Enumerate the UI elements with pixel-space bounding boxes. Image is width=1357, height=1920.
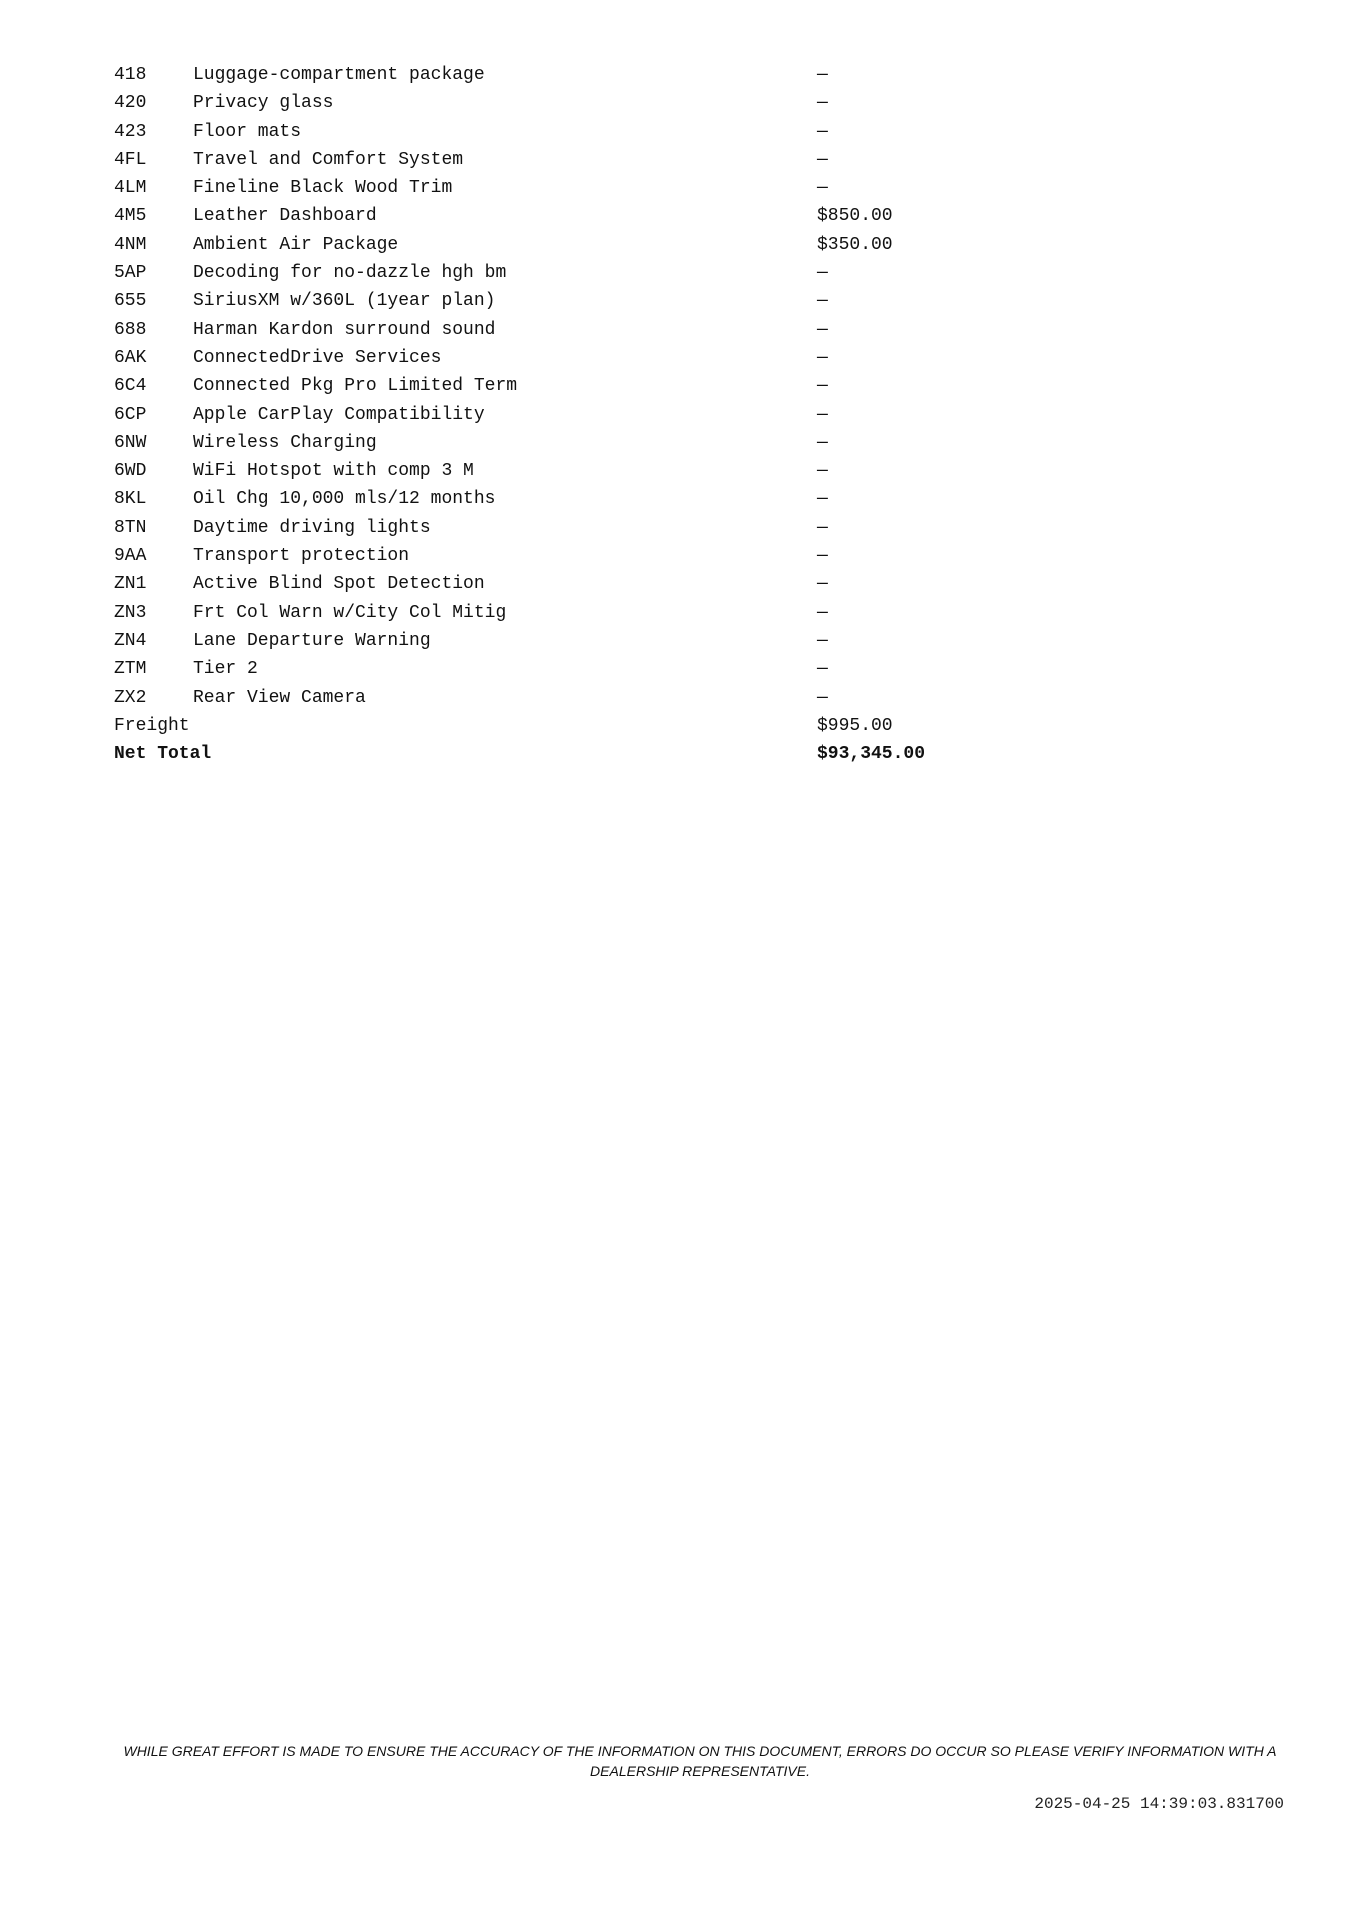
option-description: WiFi Hotspot with comp 3 M [193,461,474,482]
option-row [114,457,1014,485]
option-price: — [817,574,828,595]
option-description: Privacy glass [193,93,334,114]
net-total-price: $93,345.00 [817,744,926,765]
option-description: Active Blind Spot Detection [193,574,485,595]
option-price: — [817,630,828,651]
option-code: 4NM [114,234,147,255]
option-code: ZX2 [114,687,147,708]
option-description: Ambient Air Package [193,234,399,255]
option-code: 6NW [114,432,147,453]
option-code: 8TN [114,517,147,538]
option-description: Luggage-compartment package [193,65,485,85]
option-code: 655 [114,291,147,312]
option-code: 420 [114,93,147,114]
option-price: — [817,461,828,482]
option-row [114,89,1014,117]
option-description: Harman Kardon surround sound [193,319,496,340]
option-description: Transport protection [193,546,410,567]
option-description: Connected Pkg Pro Limited Term [193,376,518,397]
option-row [114,344,1014,372]
net-total-row [114,740,1014,768]
option-row [114,231,1014,259]
option-code: 9AA [114,546,147,567]
option-description: Decoding for no-dazzle hgh bm [193,263,507,284]
option-description: Floor mats [193,121,302,142]
option-row [114,316,1014,344]
option-code: 6WD [114,461,147,482]
option-price: — [817,517,828,538]
option-price: — [817,121,828,142]
option-code: 423 [114,121,147,142]
print-timestamp: 2025-04-25 14:39:03.831700 [1034,1795,1284,1813]
option-code: 4LM [114,178,147,199]
option-row [114,401,1014,429]
option-price: — [817,178,828,199]
option-code: 6C4 [114,376,147,397]
option-price: — [817,65,828,85]
option-price: — [817,149,828,170]
option-price: — [817,376,828,397]
option-row [114,655,1014,683]
option-code: ZN4 [114,630,147,651]
option-code: 4FL [114,149,147,170]
disclaimer-text: WHILE GREAT EFFORT IS MADE TO ENSURE THE ACCURACY OF THE INFORMATION ON THIS DOCUMENT, ERRORS DO OCCUR SO PLEASE VERIFY INFORMATION WITH A DEALERSHIP REPRESENTATIVE. [123,1743,1277,1779]
option-price: — [817,263,828,284]
option-price: — [817,489,828,510]
option-row [114,514,1014,542]
option-description: Rear View Camera [193,687,366,708]
option-description: Lane Departure Warning [193,630,431,651]
option-row [114,684,1014,712]
option-code: ZN1 [114,574,147,595]
option-price: — [817,432,828,453]
option-description: Apple CarPlay Compatibility [193,404,485,425]
option-row [114,146,1014,174]
option-row [114,287,1014,315]
option-code: 5AP [114,263,147,284]
option-row [114,118,1014,146]
option-row [114,259,1014,287]
option-price: — [817,319,828,340]
option-price: — [817,687,828,708]
option-code: ZN3 [114,602,147,623]
option-description: Daytime driving lights [193,517,431,538]
option-price: — [817,347,828,368]
option-price: — [817,291,828,312]
option-description: Wireless Charging [193,432,377,453]
option-description: Travel and Comfort System [193,149,464,170]
freight-row [114,712,1014,740]
option-description: Fineline Black Wood Trim [193,178,453,199]
option-price: — [817,404,828,425]
option-code: 6CP [114,404,147,425]
option-row [114,570,1014,598]
option-price: — [817,659,828,680]
option-description: SiriusXM w/360L (1year plan) [193,291,496,312]
option-row [114,429,1014,457]
option-price: $850.00 [817,206,893,227]
option-code: 418 [114,65,147,85]
option-row [114,372,1014,400]
option-description: Oil Chg 10,000 mls/12 months [193,489,496,510]
net-total-label: Net Total [114,744,212,765]
option-code: 6AK [114,347,147,368]
option-code: 4M5 [114,206,147,227]
freight-price: $995.00 [817,715,893,736]
option-row [114,627,1014,655]
option-row [114,542,1014,570]
option-description: ConnectedDrive Services [193,347,442,368]
option-row [114,485,1014,513]
option-code: 688 [114,319,147,340]
options-table [114,61,1014,768]
option-code: 8KL [114,489,147,510]
option-row [114,61,1014,89]
option-description: Tier 2 [193,659,258,680]
freight-label: Freight [114,715,190,736]
option-price: — [817,93,828,114]
option-row [114,174,1014,202]
option-row [114,202,1014,230]
option-price: — [817,602,828,623]
option-description: Frt Col Warn w/City Col Mitig [193,602,507,623]
option-code: ZTM [114,659,147,680]
option-row [114,599,1014,627]
option-price: $350.00 [817,234,893,255]
option-description: Leather Dashboard [193,206,377,227]
option-price: — [817,546,828,567]
